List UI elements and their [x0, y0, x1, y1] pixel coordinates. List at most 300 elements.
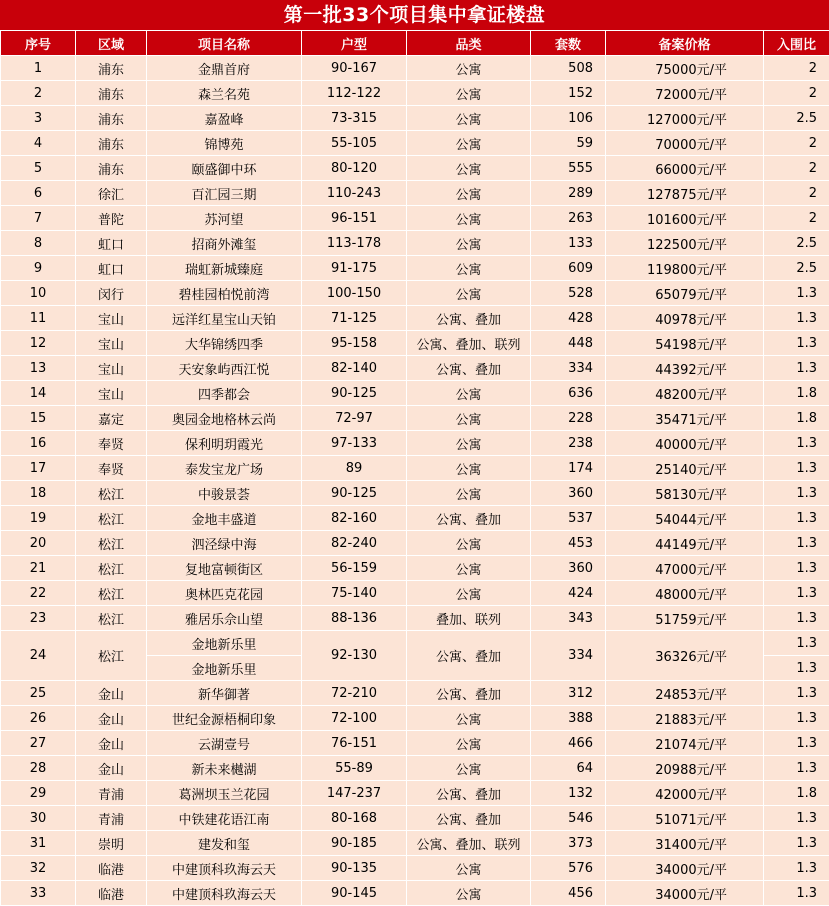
cell-price: 44392元/平	[606, 356, 764, 381]
cell-name: 瑞虹新城臻庭	[147, 256, 302, 281]
cell-category: 公寓	[407, 131, 531, 156]
cell-area: 嘉定	[76, 406, 147, 431]
cell-name: 中建顶科玖海云天	[147, 881, 302, 906]
cell-type: 72-100	[302, 706, 407, 731]
cell-no: 16	[1, 431, 76, 456]
cell-category: 公寓、叠加	[407, 781, 531, 806]
cell-type: 55-89	[302, 756, 407, 781]
cell-category: 公寓	[407, 406, 531, 431]
cell-category: 公寓	[407, 556, 531, 581]
cell-no: 5	[1, 156, 76, 181]
cell-no: 10	[1, 281, 76, 306]
cell-units: 343	[531, 606, 606, 631]
cell-type: 110-243	[302, 181, 407, 206]
cell-area: 宝山	[76, 331, 147, 356]
cell-type: 147-237	[302, 781, 407, 806]
table-row	[1, 481, 829, 506]
cell-price: 54044元/平	[606, 506, 764, 531]
cell-units: 466	[531, 731, 606, 756]
cell-price: 51071元/平	[606, 806, 764, 831]
cell-name: 天安象屿西江悦	[147, 356, 302, 381]
cell-units: 428	[531, 306, 606, 331]
cell-name: 锦博苑	[147, 131, 302, 156]
cell-no: 26	[1, 706, 76, 731]
cell-ratio: 1.3	[764, 481, 829, 506]
cell-area: 松江	[76, 481, 147, 506]
cell-no: 22	[1, 581, 76, 606]
cell-name: 金地新乐里	[147, 631, 302, 656]
cell-units: 132	[531, 781, 606, 806]
cell-price: 66000元/平	[606, 156, 764, 181]
table-row	[1, 506, 829, 531]
cell-type: 92-130	[302, 631, 407, 681]
table-row	[1, 181, 829, 206]
cell-area: 奉贤	[76, 456, 147, 481]
cell-type: 113-178	[302, 231, 407, 256]
table-row	[1, 856, 829, 881]
cell-no: 19	[1, 506, 76, 531]
cell-area: 松江	[76, 556, 147, 581]
cell-no: 17	[1, 456, 76, 481]
cell-no: 18	[1, 481, 76, 506]
cell-no: 13	[1, 356, 76, 381]
cell-price: 70000元/平	[606, 131, 764, 156]
cell-name: 复地富顿街区	[147, 556, 302, 581]
cell-name: 大华锦绣四季	[147, 331, 302, 356]
cell-units: 289	[531, 181, 606, 206]
cell-no: 25	[1, 681, 76, 706]
cell-area: 临港	[76, 856, 147, 881]
cell-type: 75-140	[302, 581, 407, 606]
cell-name: 颐盛御中环	[147, 156, 302, 181]
cell-area: 宝山	[76, 356, 147, 381]
cell-price: 24853元/平	[606, 681, 764, 706]
cell-type: 71-125	[302, 306, 407, 331]
cell-area: 青浦	[76, 781, 147, 806]
cell-no: 8	[1, 231, 76, 256]
cell-no: 29	[1, 781, 76, 806]
cell-category: 公寓	[407, 431, 531, 456]
cell-type: 96-151	[302, 206, 407, 231]
cell-type: 100-150	[302, 281, 407, 306]
cell-price: 40978元/平	[606, 306, 764, 331]
cell-no: 28	[1, 756, 76, 781]
cell-no: 33	[1, 881, 76, 906]
cell-category: 公寓	[407, 106, 531, 131]
cell-units: 174	[531, 456, 606, 481]
cell-type: 56-159	[302, 556, 407, 581]
cell-name: 金地新乐里	[147, 656, 302, 681]
cell-no: 23	[1, 606, 76, 631]
cell-price: 44149元/平	[606, 531, 764, 556]
cell-ratio: 1.3	[764, 681, 829, 706]
cell-area: 松江	[76, 606, 147, 631]
header-type: 户型	[302, 31, 407, 56]
cell-type: 82-160	[302, 506, 407, 531]
cell-no: 15	[1, 406, 76, 431]
header-name: 项目名称	[147, 31, 302, 56]
cell-name: 泗泾绿中海	[147, 531, 302, 556]
cell-area: 崇明	[76, 831, 147, 856]
cell-ratio: 2	[764, 206, 829, 231]
cell-no: 31	[1, 831, 76, 856]
table-row	[1, 381, 829, 406]
cell-category: 公寓、叠加	[407, 356, 531, 381]
cell-ratio: 1.3	[764, 281, 829, 306]
cell-type: 82-240	[302, 531, 407, 556]
table-row	[1, 431, 829, 456]
cell-price: 101600元/平	[606, 206, 764, 231]
cell-price: 122500元/平	[606, 231, 764, 256]
cell-name: 中建顶科玖海云天	[147, 856, 302, 881]
cell-area: 金山	[76, 681, 147, 706]
cell-price: 119800元/平	[606, 256, 764, 281]
cell-category: 公寓	[407, 181, 531, 206]
cell-price: 72000元/平	[606, 81, 764, 106]
cell-price: 51759元/平	[606, 606, 764, 631]
table-row	[1, 831, 829, 856]
cell-price: 40000元/平	[606, 431, 764, 456]
cell-category: 公寓	[407, 156, 531, 181]
cell-price: 35471元/平	[606, 406, 764, 431]
cell-type: 80-120	[302, 156, 407, 181]
cell-category: 公寓	[407, 281, 531, 306]
cell-name: 雅居乐佘山望	[147, 606, 302, 631]
cell-category: 公寓	[407, 381, 531, 406]
cell-category: 公寓	[407, 56, 531, 81]
cell-name: 世纪金源梧桐印象	[147, 706, 302, 731]
cell-category: 公寓	[407, 756, 531, 781]
cell-category: 公寓	[407, 231, 531, 256]
cell-units: 528	[531, 281, 606, 306]
cell-price: 34000元/平	[606, 881, 764, 906]
cell-type: 97-133	[302, 431, 407, 456]
cell-category: 公寓	[407, 81, 531, 106]
cell-units: 537	[531, 506, 606, 531]
table-row	[1, 631, 829, 656]
cell-name: 嘉盈峰	[147, 106, 302, 131]
cell-ratio: 1.3	[764, 631, 829, 656]
cell-area: 闵行	[76, 281, 147, 306]
cell-no: 32	[1, 856, 76, 881]
cell-ratio: 1.8	[764, 406, 829, 431]
table-row	[1, 356, 829, 381]
cell-type: 89	[302, 456, 407, 481]
table-row	[1, 531, 829, 556]
cell-no: 1	[1, 56, 76, 81]
cell-category: 公寓	[407, 731, 531, 756]
cell-units: 636	[531, 381, 606, 406]
cell-ratio: 2	[764, 56, 829, 81]
cell-type: 73-315	[302, 106, 407, 131]
listing-table	[0, 30, 829, 906]
cell-units: 133	[531, 231, 606, 256]
cell-name: 建发和玺	[147, 831, 302, 856]
cell-area: 宝山	[76, 306, 147, 331]
cell-price: 127000元/平	[606, 106, 764, 131]
cell-units: 238	[531, 431, 606, 456]
cell-ratio: 1.3	[764, 581, 829, 606]
cell-ratio: 1.3	[764, 881, 829, 906]
cell-ratio: 1.3	[764, 356, 829, 381]
cell-area: 松江	[76, 581, 147, 606]
cell-units: 152	[531, 81, 606, 106]
cell-category: 公寓	[407, 456, 531, 481]
cell-category: 公寓	[407, 581, 531, 606]
cell-area: 松江	[76, 531, 147, 556]
cell-area: 浦东	[76, 131, 147, 156]
cell-type: 90-185	[302, 831, 407, 856]
cell-ratio: 1.3	[764, 531, 829, 556]
cell-type: 80-168	[302, 806, 407, 831]
cell-no: 3	[1, 106, 76, 131]
cell-type: 112-122	[302, 81, 407, 106]
cell-units: 424	[531, 581, 606, 606]
cell-ratio: 1.3	[764, 606, 829, 631]
cell-type: 95-158	[302, 331, 407, 356]
cell-no: 30	[1, 806, 76, 831]
cell-category: 公寓、叠加	[407, 806, 531, 831]
cell-units: 263	[531, 206, 606, 231]
cell-ratio: 1.3	[764, 806, 829, 831]
header-units: 套数	[531, 31, 606, 56]
header-category: 品类	[407, 31, 531, 56]
cell-price: 21074元/平	[606, 731, 764, 756]
cell-category: 公寓、叠加	[407, 681, 531, 706]
cell-name: 葛洲坝玉兰花园	[147, 781, 302, 806]
cell-name: 奥园金地格林云尚	[147, 406, 302, 431]
cell-ratio: 1.3	[764, 556, 829, 581]
table-row	[1, 81, 829, 106]
page-title: 第一批33个项目集中拿证楼盘	[0, 0, 829, 30]
cell-price: 127875元/平	[606, 181, 764, 206]
cell-name: 云湖壹号	[147, 731, 302, 756]
cell-no: 11	[1, 306, 76, 331]
cell-name: 新华御著	[147, 681, 302, 706]
cell-ratio: 2	[764, 156, 829, 181]
cell-no: 4	[1, 131, 76, 156]
cell-type: 76-151	[302, 731, 407, 756]
cell-type: 90-167	[302, 56, 407, 81]
cell-area: 浦东	[76, 81, 147, 106]
cell-area: 松江	[76, 506, 147, 531]
cell-units: 576	[531, 856, 606, 881]
cell-ratio: 2	[764, 131, 829, 156]
table-row	[1, 581, 829, 606]
table-row	[1, 106, 829, 131]
cell-type: 90-135	[302, 856, 407, 881]
cell-type: 90-125	[302, 481, 407, 506]
cell-area: 临港	[76, 881, 147, 906]
cell-no: 12	[1, 331, 76, 356]
header-price: 备案价格	[606, 31, 764, 56]
cell-ratio: 2	[764, 81, 829, 106]
cell-name: 森兰名苑	[147, 81, 302, 106]
cell-price: 42000元/平	[606, 781, 764, 806]
cell-category: 公寓	[407, 206, 531, 231]
cell-price: 20988元/平	[606, 756, 764, 781]
cell-area: 普陀	[76, 206, 147, 231]
cell-ratio: 2.5	[764, 231, 829, 256]
cell-area: 金山	[76, 706, 147, 731]
cell-area: 虹口	[76, 231, 147, 256]
cell-price: 21883元/平	[606, 706, 764, 731]
cell-no: 14	[1, 381, 76, 406]
table-row	[1, 306, 829, 331]
table-row	[1, 56, 829, 81]
cell-category: 公寓	[407, 481, 531, 506]
cell-no: 20	[1, 531, 76, 556]
table-row	[1, 681, 829, 706]
cell-no: 9	[1, 256, 76, 281]
cell-units: 360	[531, 481, 606, 506]
cell-category: 公寓	[407, 856, 531, 881]
cell-type: 82-140	[302, 356, 407, 381]
cell-name: 泰发宝龙广场	[147, 456, 302, 481]
cell-type: 90-145	[302, 881, 407, 906]
cell-area: 浦东	[76, 106, 147, 131]
cell-units: 360	[531, 556, 606, 581]
cell-name: 四季都会	[147, 381, 302, 406]
cell-name: 新未来樾湖	[147, 756, 302, 781]
table-row	[1, 606, 829, 631]
cell-units: 334	[531, 356, 606, 381]
cell-ratio: 1.3	[764, 656, 829, 681]
cell-category: 公寓、叠加	[407, 631, 531, 681]
cell-price: 48200元/平	[606, 381, 764, 406]
cell-category: 公寓	[407, 706, 531, 731]
cell-units: 508	[531, 56, 606, 81]
table-row	[1, 756, 829, 781]
cell-ratio: 1.3	[764, 856, 829, 881]
cell-units: 388	[531, 706, 606, 731]
cell-type: 91-175	[302, 256, 407, 281]
table-row	[1, 331, 829, 356]
header-area: 区域	[76, 31, 147, 56]
cell-ratio: 1.8	[764, 381, 829, 406]
cell-area: 浦东	[76, 56, 147, 81]
cell-category: 公寓	[407, 531, 531, 556]
cell-category: 公寓、叠加	[407, 506, 531, 531]
cell-units: 334	[531, 631, 606, 681]
cell-type: 72-210	[302, 681, 407, 706]
cell-ratio: 1.3	[764, 456, 829, 481]
table-row	[1, 131, 829, 156]
cell-price: 48000元/平	[606, 581, 764, 606]
cell-no: 27	[1, 731, 76, 756]
cell-name: 保利明玥霞光	[147, 431, 302, 456]
cell-no: 2	[1, 81, 76, 106]
cell-price: 58130元/平	[606, 481, 764, 506]
cell-category: 公寓	[407, 881, 531, 906]
cell-no: 21	[1, 556, 76, 581]
cell-ratio: 1.3	[764, 831, 829, 856]
cell-type: 88-136	[302, 606, 407, 631]
table-row	[1, 881, 829, 906]
cell-type: 90-125	[302, 381, 407, 406]
table-row	[1, 206, 829, 231]
cell-price: 34000元/平	[606, 856, 764, 881]
cell-name: 中骏景荟	[147, 481, 302, 506]
cell-price: 25140元/平	[606, 456, 764, 481]
cell-type: 55-105	[302, 131, 407, 156]
cell-area: 宝山	[76, 381, 147, 406]
cell-ratio: 1.3	[764, 431, 829, 456]
cell-name: 百汇园三期	[147, 181, 302, 206]
cell-units: 546	[531, 806, 606, 831]
table-row	[1, 781, 829, 806]
cell-ratio: 1.3	[764, 731, 829, 756]
cell-area: 徐汇	[76, 181, 147, 206]
cell-units: 59	[531, 131, 606, 156]
header-no: 序号	[1, 31, 76, 56]
cell-units: 456	[531, 881, 606, 906]
cell-units: 64	[531, 756, 606, 781]
cell-units: 453	[531, 531, 606, 556]
cell-area: 金山	[76, 731, 147, 756]
cell-name: 金鼎首府	[147, 56, 302, 81]
cell-name: 苏河望	[147, 206, 302, 231]
table-row	[1, 706, 829, 731]
cell-name: 奥林匹克花园	[147, 581, 302, 606]
cell-name: 中铁建花语江南	[147, 806, 302, 831]
cell-area: 青浦	[76, 806, 147, 831]
header-row	[1, 31, 829, 56]
table-row	[1, 731, 829, 756]
header-ratio: 入围比	[764, 31, 829, 56]
cell-ratio: 2.5	[764, 106, 829, 131]
cell-area: 虹口	[76, 256, 147, 281]
cell-area: 松江	[76, 631, 147, 681]
cell-ratio: 1.8	[764, 781, 829, 806]
table-row	[1, 556, 829, 581]
cell-no: 24	[1, 631, 76, 681]
table-row	[1, 231, 829, 256]
cell-price: 54198元/平	[606, 331, 764, 356]
cell-ratio: 2	[764, 181, 829, 206]
cell-price: 65079元/平	[606, 281, 764, 306]
cell-ratio: 1.3	[764, 706, 829, 731]
cell-category: 叠加、联列	[407, 606, 531, 631]
table-row	[1, 281, 829, 306]
cell-name: 远洋红星宝山天铂	[147, 306, 302, 331]
cell-units: 609	[531, 256, 606, 281]
cell-area: 浦东	[76, 156, 147, 181]
table-row	[1, 456, 829, 481]
table-row	[1, 806, 829, 831]
cell-units: 373	[531, 831, 606, 856]
cell-price: 47000元/平	[606, 556, 764, 581]
cell-no: 6	[1, 181, 76, 206]
cell-price: 36326元/平	[606, 631, 764, 681]
cell-name: 碧桂园柏悦前湾	[147, 281, 302, 306]
cell-units: 448	[531, 331, 606, 356]
cell-ratio: 1.3	[764, 756, 829, 781]
cell-ratio: 1.3	[764, 506, 829, 531]
cell-name: 金地丰盛道	[147, 506, 302, 531]
cell-category: 公寓	[407, 256, 531, 281]
cell-units: 106	[531, 106, 606, 131]
cell-category: 公寓、叠加、联列	[407, 331, 531, 356]
cell-units: 228	[531, 406, 606, 431]
cell-area: 奉贤	[76, 431, 147, 456]
cell-ratio: 1.3	[764, 306, 829, 331]
cell-price: 75000元/平	[606, 56, 764, 81]
cell-name: 招商外滩玺	[147, 231, 302, 256]
table-row	[1, 256, 829, 281]
cell-category: 公寓、叠加	[407, 306, 531, 331]
cell-no: 7	[1, 206, 76, 231]
